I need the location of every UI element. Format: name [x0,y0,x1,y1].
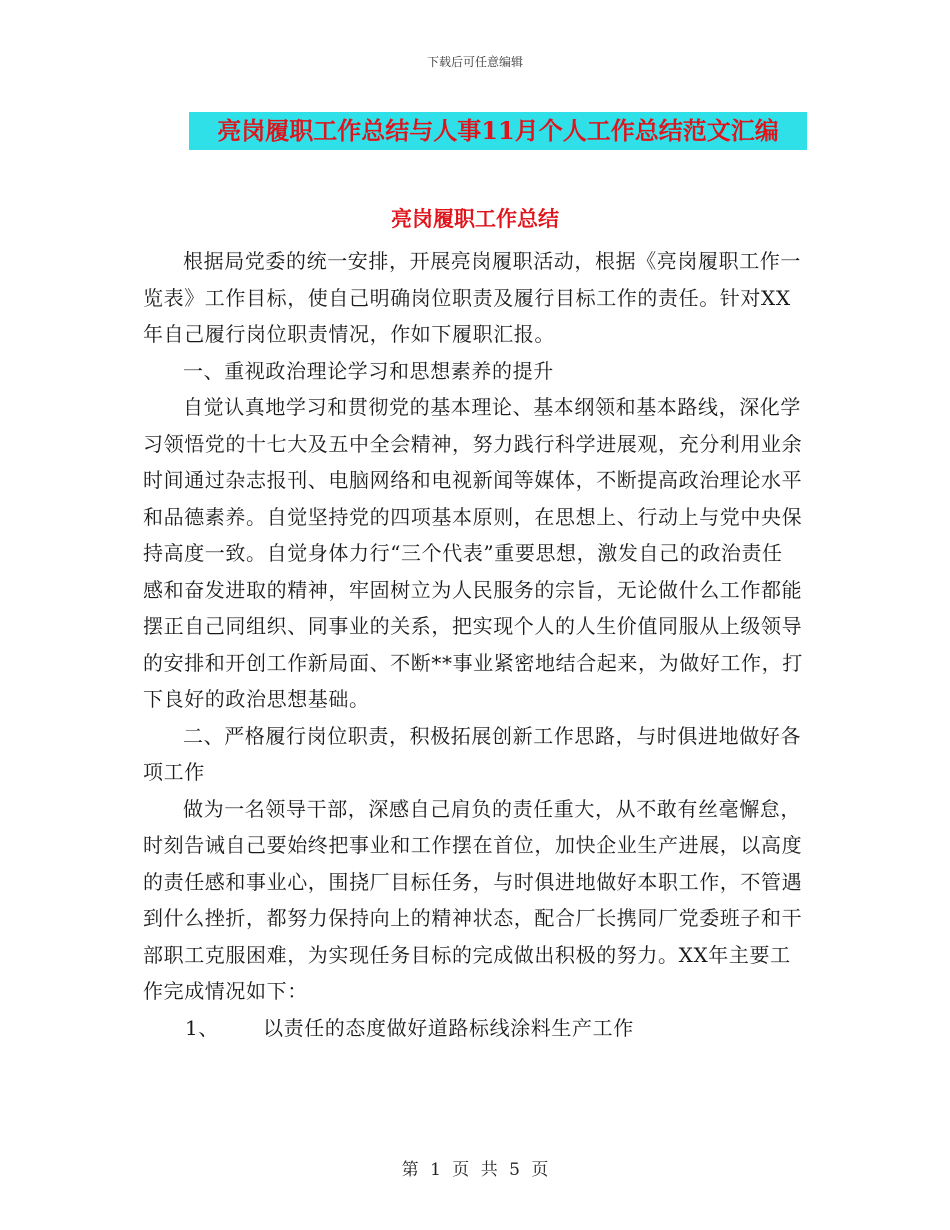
item-text: 以责任的态度做好道路标线涂料生产工作 [263,1015,634,1040]
numbered-item [143,1010,803,1047]
paragraph-political-study: 自觉认真地学习和贯彻党的基本理论、基本纲领和基本路线，深化学习领悟党的十七大及五中全会精神，努力践行科学进展观，充分利用业余时间通过杂志报刊、电脑网络和电视新闻等媒体，不断提高政治理论水平和品德素养。自觉坚持党的四项基本原则，在思想上、行动上与党中央保持高度一致。自觉身体力行“三个代表”重要思想，激发自己的政治责任感和奋发进取的精神，牢固树立为人民服务的宗旨，无论做什么工作都能摆正自己同组织、同事业的关系，把实现个人的人生价值同服从上级领导的安排和开创工作新局面、不断**事业紧密地结合起来，为做好工作，打下良好的政治思想基础。 [143,395,803,711]
item-number: 1、 [185,1015,219,1040]
document-title: 亮岗履职工作总结与人事11月个人工作总结范文汇编 [189,112,807,150]
section-title: 亮岗履职工作总结 [391,206,559,231]
header-note: 下载后可任意编辑 [426,55,523,69]
paragraph-duties: 做为一名领导干部，深感自己肩负的责任重大，从不敢有丝毫懈怠，时刻告诫自己要始终把事业和工作摆在首位，加快企业生产进展，以高度的责任感和事业心，围挠厂目标任务，与时俱进地做好本职工作，不管遇到什么挫折，都努力保持向上的精神状态，配合厂长携同厂党委班子和干部职工克服困难，为实现任务目标的完成做出积极的努力。XX年主要工作完成情况如下： [143,796,803,1003]
document-body [143,243,803,1046]
heading-one: 一、重视政治理论学习和思想素养的提升 [183,358,554,383]
page-footer: 第 1 页 共 5 页 [401,1160,549,1180]
paragraph-intro: 根据局党委的统一安排，开展亮岗履职活动，根据《亮岗履职工作一览表》工作目标，使自己明确岗位职责及履行目标工作的责任。针对XX年自己履行岗位职责情况，作如下履职汇报。 [143,249,801,346]
heading-two: 二、严格履行岗位职责，积极拓展创新工作思路，与时俱进地做好各项工作 [143,723,801,784]
